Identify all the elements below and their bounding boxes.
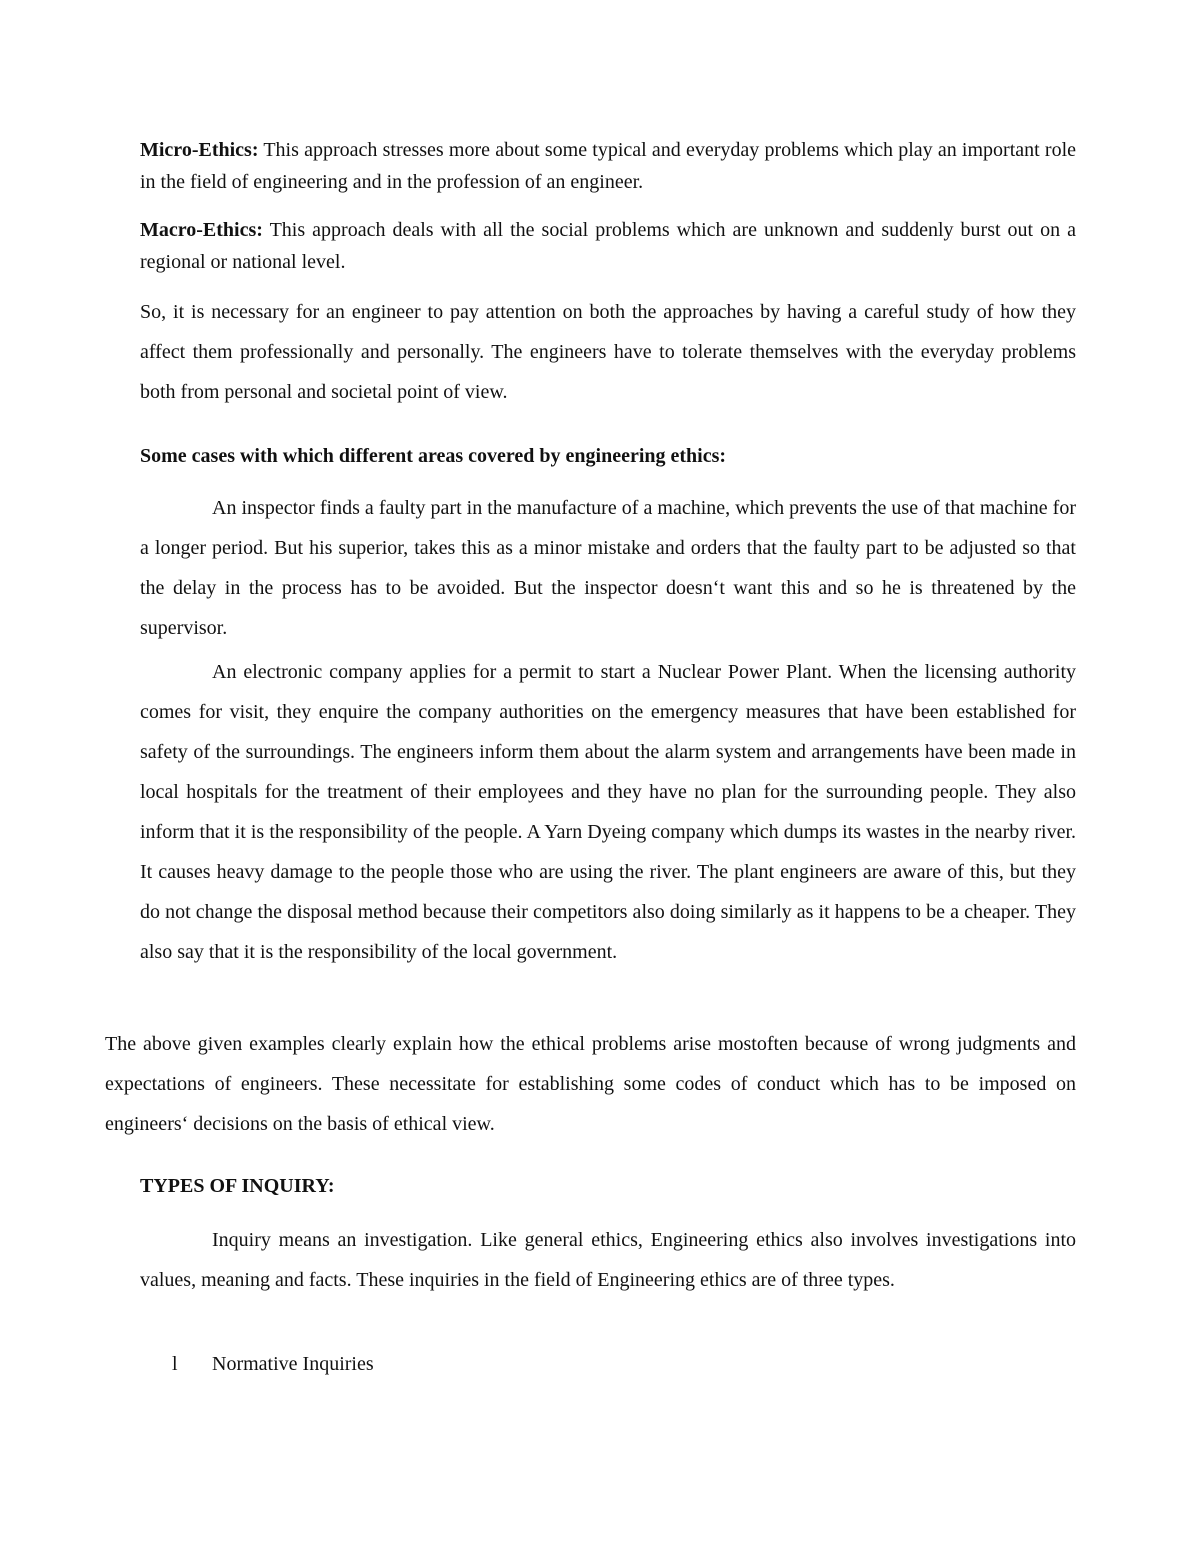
- micro-ethics-text: This approach stresses more about some typical and everyday problems which play an important role in the field of engineering and in the profession of an engineer.: [140, 139, 1076, 193]
- cases-heading: Some cases with which different areas covered by engineering ethics:: [140, 445, 727, 467]
- examples-paragraph: The above given examples clearly explain how the ethical problems arise mostoften because of wrong judgments and expectations of engineers. These necessitate for establishing some codes of conduct which has to be imposed on engineers‘ decisions on the basis of ethical view.: [105, 1033, 1076, 1135]
- list-bullet: l: [172, 1353, 178, 1375]
- inquiry-paragraph: Inquiry means an investigation. Like general ethics, Engineering ethics also involves investigations into values, meaning and facts. These inquiries in the field of Engineering ethics are of three types.: [140, 1229, 1076, 1291]
- approaches-paragraph: So, it is necessary for an engineer to pay attention on both the approaches by having a careful study of how they affect them professionally and personally. The engineers have to tolerate themselves with the everyday problems both from personal and societal point of view.: [140, 301, 1076, 403]
- macro-ethics-text: This approach deals with all the social problems which are unknown and suddenly burst out on a regional or national level.: [140, 219, 1076, 273]
- case-nuclear-paragraph: An electronic company applies for a permit to start a Nuclear Power Plant. When the licensing authority comes for visit, they enquire the company authorities on the emergency measures that have been established for safety of the surroundings. The engineers inform them about the alarm system and arrangements have been made in local hospitals for the treatment of their employees and they have no plan for the surrounding people. They also inform that it is the responsibility of the people. A Yarn Dyeing company which dumps its wastes in the nearby river. It causes heavy damage to the people those who are using the river. The plant engineers are aware of this, but they do not change the disposal method because their competitors also doing similarly as it happens to be a cheaper. They also say that it is the responsibility of the local government.: [140, 661, 1076, 963]
- list-item: [140, 1348, 374, 1380]
- macro-ethics-label: Macro-Ethics:: [140, 219, 263, 241]
- macro-ethics-paragraph: [140, 214, 1076, 278]
- micro-ethics-label: Micro-Ethics:: [140, 139, 259, 161]
- list-item-text: Normative Inquiries: [212, 1353, 374, 1375]
- micro-ethics-paragraph: [140, 134, 1076, 198]
- case-inspector-paragraph: An inspector finds a faulty part in the manufacture of a machine, which prevents the use of that machine for a longer period. But his superior, takes this as a minor mistake and orders that the faulty part to be adjusted so that the delay in the process has to be avoided. But the inspector doesn‘t want this and so he is threatened by the supervisor.: [140, 497, 1076, 639]
- inquiry-heading: TYPES OF INQUIRY:: [140, 1175, 335, 1197]
